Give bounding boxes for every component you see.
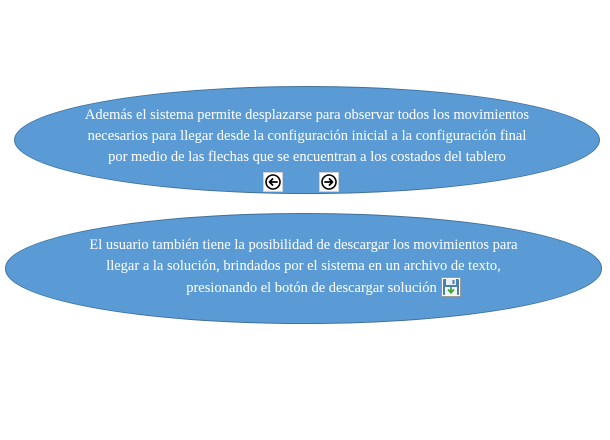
arrow-right-icon <box>321 174 337 190</box>
bubble-2-line-2: llegar a la solución, brindados por el sistema en un archivo de texto, <box>106 258 501 274</box>
arrow-left-icon <box>265 174 281 190</box>
bubble-2-line-3: presionando el botón de descargar solución <box>186 280 437 296</box>
save-icon[interactable] <box>441 277 461 297</box>
previous-move-button[interactable] <box>263 172 283 192</box>
bubble-2-line-3-wrapper <box>26 277 610 299</box>
download-info-bubble <box>5 213 602 324</box>
bubble-1-line-2: necesarios para llegar desde la configuración inicial a la configuración final <box>87 128 527 144</box>
bubble-2-line-1: El usuario también tiene la posibilidad de descargar los movimientos para <box>89 237 518 253</box>
next-move-button[interactable] <box>319 172 339 192</box>
navigation-buttons <box>15 170 599 194</box>
bubble-1-line-1: Además el sistema permite desplazarse para observar todos los movimientos <box>84 107 530 123</box>
bubble-1-line-3: por medio de las flechas que se encuentran a los costados del tablero <box>108 149 506 165</box>
navigation-info-bubble <box>14 86 600 194</box>
